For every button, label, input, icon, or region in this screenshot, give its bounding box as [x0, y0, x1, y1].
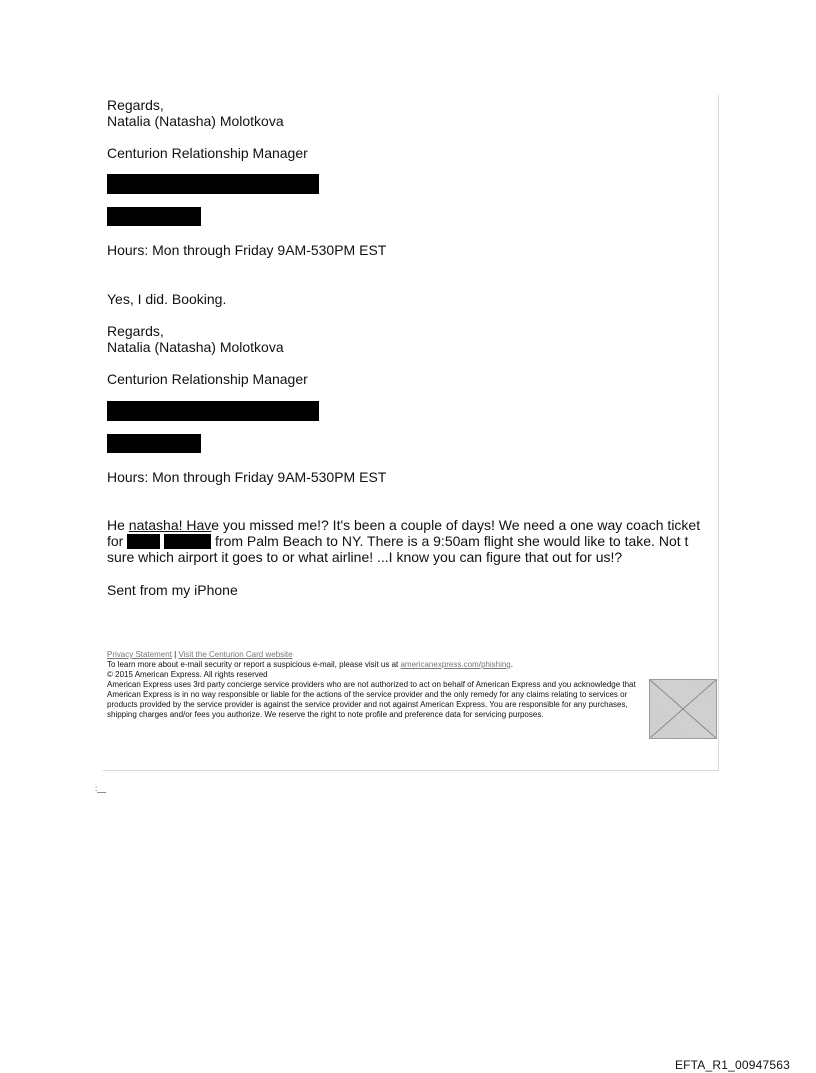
- footer-links: [107, 650, 652, 660]
- sender-title: Centurion Relationship Manager: [107, 371, 308, 387]
- centurion-website-link[interactable]: Visit the Centurion Card website: [178, 650, 293, 659]
- redaction-bar: [164, 534, 211, 549]
- legal-disclaimer: American Express uses 3rd party concierge service providers who are not authorized to act on behalf of American Express and you acknowledge that American Express is in no way responsible or liable for the actions of the service provider and the only remedy for any claims relating to services or products provided by the service provider is against the service provider and not against American Express. You are responsible for any purchases, shipping charges and/or fees you authorize. We reserve the right to note profile and preference data for servicing purposes.: [107, 680, 636, 719]
- original-message: [107, 517, 707, 565]
- phishing-link[interactable]: americanexpress.com/phishing: [400, 660, 511, 669]
- security-text: To learn more about e-mail security or report a suspicious e-mail, please visit us at: [107, 660, 401, 669]
- security-notice: [107, 660, 652, 670]
- bates-number: EFTA_R1_00947563: [674, 1058, 790, 1072]
- hours-text: Hours: Mon through Friday 9AM-530PM EST: [107, 242, 387, 258]
- sender-name: Natalia (Natasha) Molotkova: [107, 339, 284, 355]
- email-footer: [107, 650, 652, 720]
- message-text: e you missed me!? It's been a couple of days! We need a one way coach ticket: [211, 517, 701, 533]
- message-line: [107, 533, 707, 549]
- broken-image-icon: [649, 679, 717, 739]
- redaction-bar: [107, 434, 201, 453]
- reply-text: Yes, I did. Booking.: [107, 291, 227, 307]
- redaction-bar: [107, 207, 201, 226]
- stray-mark: :__: [95, 784, 107, 793]
- email-signature: Sent from my iPhone: [107, 582, 238, 598]
- redaction-bar: [107, 401, 319, 421]
- security-text: .: [510, 660, 513, 669]
- recipient-link[interactable]: natasha! Hav: [128, 517, 212, 533]
- message-line: [107, 517, 707, 533]
- sender-title: Centurion Relationship Manager: [107, 145, 308, 161]
- message-text: He: [107, 517, 129, 533]
- hours-text: Hours: Mon through Friday 9AM-530PM EST: [107, 469, 387, 485]
- sender-name: Natalia (Natasha) Molotkova: [107, 113, 284, 129]
- message-text: from Palm Beach to NY. There is a 9:50am flight she would like to take. Not t: [211, 533, 689, 549]
- message-line: sure which airport it goes to or what airline! ...I know you can figure that out for us!?: [107, 549, 623, 565]
- redaction-bar: [127, 534, 160, 549]
- regards-text: Regards,: [107, 97, 164, 113]
- link-separator: |: [171, 650, 179, 659]
- copyright-text: © 2015 American Express. All rights reserved: [107, 670, 268, 679]
- privacy-statement-link[interactable]: Privacy Statement: [107, 650, 172, 659]
- redaction-bar: [107, 174, 319, 194]
- message-text: for: [107, 533, 128, 549]
- regards-text: Regards,: [107, 323, 164, 339]
